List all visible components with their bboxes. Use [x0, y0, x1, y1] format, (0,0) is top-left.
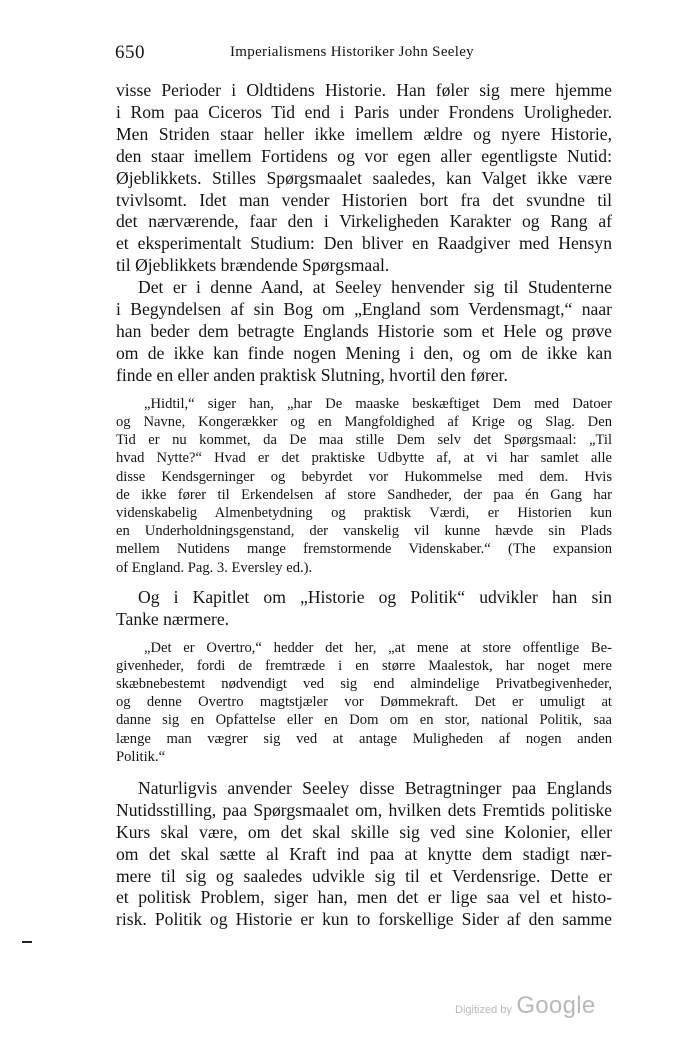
running-title: Imperialismens Historiker John Seeley [230, 44, 474, 60]
text-line: et eksperimentalt Studium: Den bliver en Raadgiver med Hensyn [116, 233, 612, 254]
text-line: of England. Pag. 3. Eversley ed.). [116, 559, 313, 576]
text-line: Det er i denne Aand, at Seeley henvender sig til Studenterne [138, 277, 612, 298]
text-line: disse Kendsgerninger og bebyrdet vor Hukommelse med dem. Hvis [116, 468, 612, 485]
text-line: han beder dem betragte Englands Historie som et Hele og prøve [116, 320, 612, 341]
text-line: den staar imellem Fortidens og vor egen aller egentligste Nutid: [116, 145, 612, 166]
block-quote-1 [116, 395, 612, 577]
text-line: og denne Overtro magtstjæler vor Dømmekraft. Det er umuligt at [116, 694, 612, 711]
text-line: et politisk Problem, siger han, men det er lige saa vel et histo- [116, 887, 612, 908]
text-line: Og i Kapitlet om „Historie og Politik“ udvikler han sin [138, 586, 612, 607]
text-line: finde en eller anden praktisk Slutning, hvortil den fører. [116, 364, 508, 385]
text-line: de ikke fører til Erkendelsen af store Sandheder, der paa én Gang har [116, 486, 612, 503]
text-line: i Rom paa Ciceros Tid end i Paris under Frondens Uroligheder. [116, 101, 612, 122]
text-line: danne sig en Opfattelse eller en Dom om en stor, national Politik, saa [116, 712, 612, 729]
text-line: Tid er nu kommet, da De maa stille Dem selv det Spørgsmaal: „Til [116, 432, 612, 449]
text-line: om det skal sætte al Kraft ind paa at knytte dem stadigt nær- [116, 843, 612, 864]
page-number: 650 [115, 42, 145, 63]
paragraph-2 [116, 277, 612, 387]
watermark-prefix: Digitized by [455, 1004, 512, 1016]
paragraph-1 [116, 80, 612, 277]
text-line: Politik.“ [116, 748, 166, 765]
text-line: „Hidtil,“ siger han, „har De maaske beskæftiget Dem med Datoer [144, 395, 612, 412]
text-line: en Underholdningsgenstand, der vanskelig vil kunne hævde sin Plads [116, 523, 612, 540]
text-line: givenheder, fordi de fremtræde i en større Maalestok, har noget mere [116, 657, 612, 674]
text-line: „Det er Overtro,“ hedder det her, „at mene at store offentlige Be- [144, 639, 612, 656]
text-line: Kurs skal være, om det skal skille sig ved sine Kolonier, eller [116, 821, 612, 842]
text-line: videnskabelig Almenbetydning og praktisk Værdi, er Historien kun [116, 504, 612, 521]
page-body [116, 80, 612, 931]
text-line: visse Perioder i Oldtidens Historie. Han føler sig mere hjemme [116, 80, 612, 100]
block-quote-2 [116, 639, 612, 766]
text-line: Tanke nærmere. [116, 608, 230, 629]
text-line: skæbnebestemt nødvendigt ved sig end almindelige Privatbegivenheder, [116, 675, 612, 692]
text-line: længe man vægrer sig ved at antage Muligheden af nogen anden [116, 730, 612, 747]
text-line: hvad Nytte?“ Hvad er det praktiske Udbytte af, at vi har samlet alle [116, 450, 612, 467]
digitized-watermark [455, 992, 596, 1020]
text-line: tvivlsomt. Idet man vender Historien bort fra det svundne til [116, 189, 612, 210]
text-line: Men Striden staar heller ikke imellem ældre og nyere Historie, [116, 123, 612, 144]
text-line: risk. Politik og Historie er kun to forskellige Sider af den samme [116, 909, 612, 930]
margin-mark [22, 941, 32, 943]
text-line: det nærværende, faar den i Virkeligheden Karakter og Rang af [116, 211, 612, 232]
text-line: om de ikke kan finde nogen Mening i den, og om de ikke kan [116, 342, 612, 363]
text-line: mere til sig og saaledes udvikle sig til et Verdensrige. Dette er [116, 865, 612, 886]
paragraph-3 [116, 587, 612, 631]
text-line: mellem Nutidens mange fremstormende Videnskaber.“ (The expansion [116, 541, 612, 558]
text-line: Naturligvis anvender Seeley disse Betragtninger paa Englands [138, 777, 612, 798]
text-line: Nutidsstilling, paa Spørgsmaalet om, hvilken dets Fremtids politiske [116, 799, 612, 820]
text-line: til Øjeblikkets brændende Spørgsmaal. [116, 255, 390, 276]
paragraph-4 [116, 778, 612, 931]
text-line: Øjeblikkets. Stilles Spørgsmaalet saaledes, kan Valget ikke være [116, 167, 612, 188]
text-line: og Navne, Kongerækker og en Mangfoldighed af Krige og Slag. Den [116, 413, 612, 430]
google-logo: Google [516, 992, 596, 1019]
text-line: i Begyndelsen af sin Bog om „England som Verdensmagt,“ naar [116, 299, 612, 320]
